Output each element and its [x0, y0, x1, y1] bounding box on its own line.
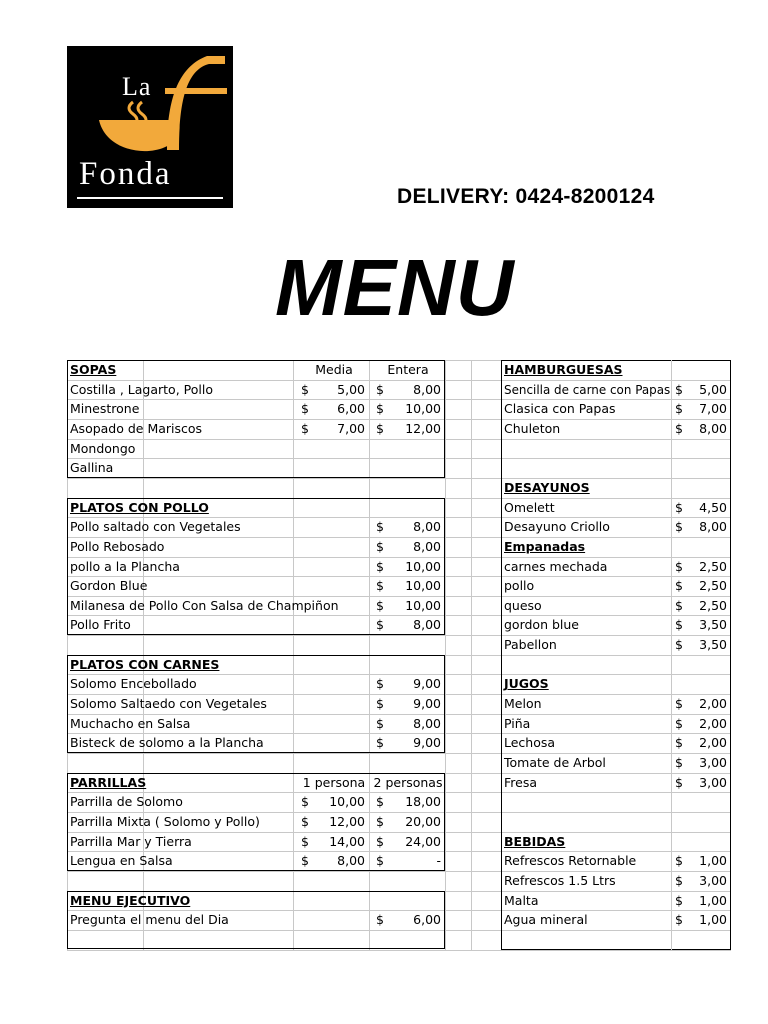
price: 2,50 [699, 597, 727, 613]
price: 3,50 [699, 637, 727, 653]
price: 4,50 [699, 499, 727, 515]
price: 1,00 [699, 912, 727, 928]
menu-item-name: queso [504, 597, 542, 613]
price: 2,50 [699, 558, 727, 574]
currency-symbol: $ [301, 853, 309, 869]
currency-symbol: $ [376, 578, 384, 594]
menu-item-name: Pregunta el menu del Dia [70, 912, 229, 928]
grid-hline [67, 950, 731, 951]
menu-item-name: Solomo Saltaedo con Vegetales [70, 696, 267, 712]
price: 1,00 [699, 892, 727, 908]
currency-symbol: $ [675, 872, 683, 888]
menu-item-name: pollo [504, 578, 535, 594]
currency-symbol: $ [675, 401, 683, 417]
price-2: 10,00 [405, 597, 441, 613]
menu-item-name: Solomo Encebollado [70, 676, 197, 692]
price-2: 9,00 [413, 696, 441, 712]
menu-item-name: Tomate de Arbol [504, 755, 606, 770]
menu-item-name: Refrescos 1.5 Ltrs [504, 872, 616, 888]
menu-item-name: Parrilla Mixta ( Solomo y Pollo) [70, 813, 260, 829]
page-title: MENU [275, 243, 515, 332]
price-2: 10,00 [405, 578, 441, 594]
currency-symbol: $ [376, 617, 384, 633]
currency-symbol: $ [675, 735, 683, 751]
price: 2,00 [699, 696, 727, 712]
menu-sheet [67, 360, 731, 950]
menu-item-name: Fresa [504, 774, 538, 790]
menu-item-name: Parrilla de Solomo [70, 794, 183, 810]
currency-symbol: $ [376, 853, 384, 869]
menu-item-name: Costilla , Lagarto, Pollo [70, 381, 213, 397]
currency-symbol: $ [675, 637, 683, 653]
price-2: 18,00 [405, 794, 441, 810]
price-1: 5,00 [337, 381, 365, 397]
menu-item-name: carnes mechada [504, 558, 608, 574]
menu-item-name: Parrilla Mar y Tierra [70, 833, 192, 849]
price: 1,00 [699, 853, 727, 869]
price: 2,50 [699, 578, 727, 594]
menu-item-name: pollo a la Plancha [70, 558, 180, 574]
menu-item-name: Asopado de Mariscos [70, 420, 203, 436]
currency-symbol: $ [376, 538, 384, 554]
currency-symbol: $ [675, 696, 683, 712]
currency-symbol: $ [675, 597, 683, 613]
menu-item-name: Lechosa [504, 735, 556, 751]
logo-text-la: La [122, 72, 152, 101]
column-header-1: Media [315, 362, 353, 377]
price: 8,00 [699, 420, 727, 436]
currency-symbol: $ [376, 833, 384, 849]
price-1: 8,00 [337, 853, 365, 869]
price: 2,00 [699, 715, 727, 731]
currency-symbol: $ [675, 499, 683, 515]
section-header-pollo: PLATOS CON POLLO [70, 499, 209, 515]
price-2: - [436, 853, 441, 869]
price-1: 12,00 [329, 813, 365, 829]
menu-item-name: Mondongo [70, 440, 136, 456]
menu-item-name: Agua mineral [504, 912, 588, 928]
price-1: 10,00 [329, 794, 365, 810]
price-2: 20,00 [405, 813, 441, 829]
menu-item-name: Bisteck de solomo a la Plancha [70, 735, 264, 751]
price-2: 6,00 [413, 912, 441, 928]
currency-symbol: $ [376, 813, 384, 829]
logo-text-fonda: Fonda [79, 156, 172, 192]
menu-item-name: Gordon Blue [70, 578, 148, 594]
menu-item-name: Malta [504, 892, 539, 908]
price: 3,00 [699, 755, 727, 770]
currency-symbol: $ [376, 676, 384, 692]
price: 3,50 [699, 617, 727, 633]
section-header-jugos: JUGOS [504, 676, 549, 692]
price-1: 14,00 [329, 833, 365, 849]
menu-item-name: Clasica con Papas [504, 401, 616, 417]
price: 5,00 [699, 381, 727, 397]
restaurant-logo [67, 46, 233, 208]
price: 3,00 [699, 872, 727, 888]
price: 3,00 [699, 774, 727, 790]
menu-item-name: Desayuno Criollo [504, 519, 610, 535]
menu-item-name: Pabellon [504, 637, 557, 653]
price-2: 24,00 [405, 833, 441, 849]
price-2: 12,00 [405, 420, 441, 436]
price-2: 9,00 [413, 735, 441, 751]
currency-symbol: $ [675, 519, 683, 535]
currency-symbol: $ [301, 813, 309, 829]
price-2: 8,00 [413, 538, 441, 554]
price-1: 6,00 [337, 401, 365, 417]
price-2: 8,00 [413, 381, 441, 397]
currency-symbol: $ [376, 420, 384, 436]
currency-symbol: $ [376, 696, 384, 712]
currency-symbol: $ [376, 401, 384, 417]
section-header-parrillas: PARRILLAS [70, 774, 147, 790]
price-2: 8,00 [413, 715, 441, 731]
section-header-ejecutivo: MENU EJECUTIVO [70, 892, 191, 908]
price-2: 9,00 [413, 676, 441, 692]
section-header-hamburguesas: HAMBURGUESAS [504, 362, 623, 377]
currency-symbol: $ [675, 381, 683, 397]
menu-item-name: gordon blue [504, 617, 579, 633]
price-1: 7,00 [337, 420, 365, 436]
currency-symbol: $ [675, 558, 683, 574]
price: 2,00 [699, 735, 727, 751]
currency-symbol: $ [675, 420, 683, 436]
menu-item-name: Piña [504, 715, 531, 731]
menu-item-name: Minestrone [70, 401, 140, 417]
price-2: 8,00 [413, 519, 441, 535]
menu-item-name: Sencilla de carne con Papas [504, 381, 671, 397]
currency-symbol: $ [376, 715, 384, 731]
currency-symbol: $ [675, 892, 683, 908]
currency-symbol: $ [376, 558, 384, 574]
column-header-2: 2 personas [373, 774, 443, 790]
price-2: 8,00 [413, 617, 441, 633]
menu-item-name: Refrescos Retornable [504, 853, 637, 869]
menu-item-name: Pollo Frito [70, 617, 131, 633]
section-header-desayunos: DESAYUNOS [504, 479, 590, 495]
menu-item-name: Gallina [70, 460, 114, 476]
currency-symbol: $ [675, 617, 683, 633]
currency-symbol: $ [675, 774, 683, 790]
currency-symbol: $ [675, 853, 683, 869]
currency-symbol: $ [675, 755, 683, 770]
menu-item-name: Pollo saltado con Vegetales [70, 519, 241, 535]
currency-symbol: $ [301, 833, 309, 849]
menu-item-name: Melon [504, 696, 542, 712]
currency-symbol: $ [301, 420, 309, 436]
menu-item-name: Lengua en Salsa [70, 853, 173, 869]
price: 7,00 [699, 401, 727, 417]
price: 8,00 [699, 519, 727, 535]
currency-symbol: $ [376, 597, 384, 613]
currency-symbol: $ [376, 519, 384, 535]
currency-symbol: $ [675, 912, 683, 928]
section-header-carnes: PLATOS CON CARNES [70, 656, 220, 672]
section-header-bebidas: BEBIDAS [504, 833, 566, 849]
menu-item-name: Chuleton [504, 420, 561, 436]
currency-symbol: $ [376, 794, 384, 810]
section-header-sopas: SOPAS [70, 362, 117, 377]
menu-item-name: Muchacho en Salsa [70, 715, 191, 731]
currency-symbol: $ [376, 735, 384, 751]
menu-item-name: Milanesa de Pollo Con Salsa de Champiñon [70, 597, 339, 613]
currency-symbol: $ [675, 578, 683, 594]
currency-symbol: $ [675, 715, 683, 731]
menu-item-name: Omelett [504, 499, 555, 515]
column-header-1: 1 persona [302, 774, 366, 790]
currency-symbol: $ [376, 912, 384, 928]
currency-symbol: $ [301, 381, 309, 397]
menu-item-name: Pollo Rebosado [70, 538, 165, 554]
column-header-2: Entera [387, 362, 429, 377]
currency-symbol: $ [301, 401, 309, 417]
price-2: 10,00 [405, 558, 441, 574]
price-2: 10,00 [405, 401, 441, 417]
currency-symbol: $ [301, 794, 309, 810]
grid-vline [671, 360, 672, 950]
delivery-phone: DELIVERY: 0424-8200124 [397, 185, 655, 208]
currency-symbol: $ [376, 381, 384, 397]
section-header-empanadas: Empanadas [504, 538, 586, 554]
